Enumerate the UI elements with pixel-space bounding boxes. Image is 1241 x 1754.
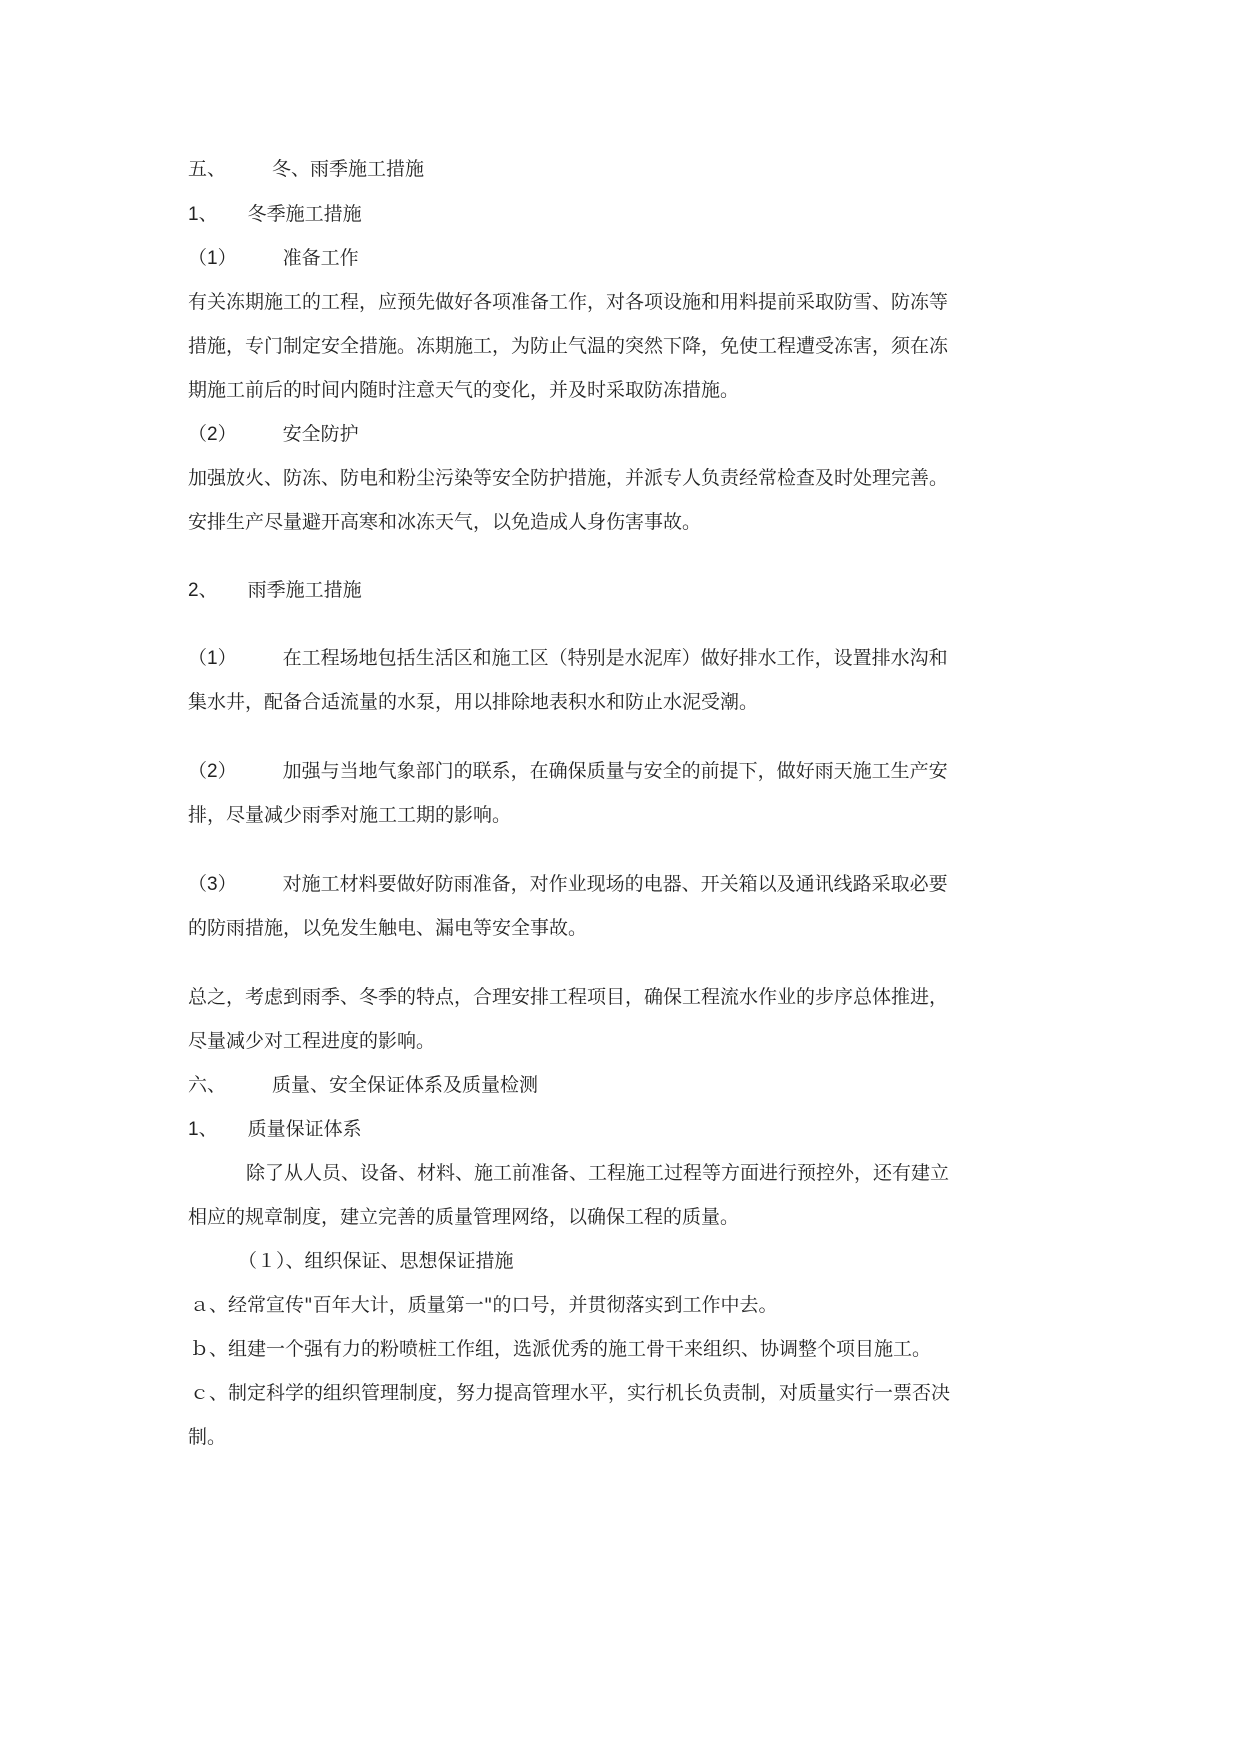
winter-prep-line-1: 有关冻期施工的工程，应预先做好各项准备工作，对各项设施和用料提前采取防雪、防冻等 — [188, 291, 949, 313]
winter-safety-number: （2） — [188, 424, 237, 445]
rain-heading — [188, 576, 362, 604]
winter-prep-number: （1） — [188, 248, 237, 269]
winter-safety-heading — [188, 420, 359, 448]
section-5-title: 冬、雨季施工措施 — [272, 158, 425, 180]
rain-item-2-line-2: 排，尽量减少雨季对施工工期的影响。 — [188, 804, 512, 826]
rain-item-2-text: 加强与当地气象部门的联系，在确保质量与安全的前提下，做好雨天施工生产安 — [282, 760, 948, 782]
winter-number: 1、 — [188, 204, 218, 225]
rain-item-2-number: （2） — [188, 761, 237, 782]
rain-item-3-line-1 — [188, 870, 948, 898]
section-6-heading — [188, 1071, 538, 1099]
quality-intro-line-2: 相应的规章制度，建立完善的质量管理网络，以确保工程的质量。 — [188, 1206, 740, 1228]
quality-system-title: 质量保证体系 — [247, 1118, 362, 1140]
section-5-heading — [188, 155, 424, 183]
rain-number: 2、 — [188, 580, 218, 601]
winter-safety-line-2: 安排生产尽量避开高寒和冰冻天气，以免造成人身伤害事故。 — [188, 511, 702, 533]
rain-item-1-line-1 — [188, 644, 948, 672]
winter-prep-line-2: 措施，专门制定安全措施。冻期施工，为防止气温的突然下降，免使工程遭受冻害，须在冻 — [188, 335, 949, 357]
summary-line-2: 尽量减少对工程进度的影响。 — [188, 1030, 436, 1052]
winter-prep-heading — [188, 244, 359, 272]
rain-item-3-number: （3） — [188, 874, 237, 895]
org-point-c: ｃ、制定科学的组织管理制度，努力提高管理水平，实行机长负责制，对质量实行一票否决 — [190, 1382, 951, 1404]
rain-item-2-line-1 — [188, 757, 948, 785]
winter-prep-title: 准备工作 — [282, 247, 359, 269]
section-6-number: 六、 — [188, 1074, 227, 1096]
winter-prep-line-3: 期施工前后的时间内随时注意天气的变化，并及时采取防冻措施。 — [188, 379, 740, 401]
winter-title: 冬季施工措施 — [247, 203, 362, 225]
org-point-a: ａ、经常宣传"百年大计，质量第一"的口号，并贯彻落实到工作中去。 — [190, 1294, 778, 1316]
quality-system-heading — [188, 1115, 362, 1143]
org-point-b: ｂ、组建一个强有力的粉喷桩工作组，选派优秀的施工骨干来组织、协调整个项目施工。 — [190, 1338, 932, 1360]
winter-heading — [188, 200, 362, 228]
section-5-number: 五、 — [188, 158, 227, 180]
rain-item-3-text: 对施工材料要做好防雨准备，对作业现场的电器、开关箱以及通讯线路采取必要 — [282, 873, 948, 895]
winter-safety-line-1: 加强放火、防冻、防电和粉尘污染等安全防护措施，并派专人负责经常检查及时处理完善。 — [188, 467, 949, 489]
quality-system-number: 1、 — [188, 1119, 218, 1140]
section-6-title: 质量、安全保证体系及质量检测 — [272, 1074, 539, 1096]
quality-intro-line-1: 除了从人员、设备、材料、施工前准备、工程施工过程等方面进行预控外，还有建立 — [246, 1162, 950, 1184]
rain-item-3-line-2: 的防雨措施，以免发生触电、漏电等安全事故。 — [188, 917, 588, 939]
rain-title: 雨季施工措施 — [247, 579, 362, 601]
summary-line-1: 总之，考虑到雨季、冬季的特点，合理安排工程项目，确保工程流水作业的步序总体推进， — [188, 986, 949, 1008]
org-point-c-tail: 制。 — [188, 1426, 227, 1448]
org-guarantee-heading: （１）、组织保证、思想保证措施 — [238, 1250, 514, 1272]
rain-item-1-line-2: 集水井，配备合适流量的水泵，用以排除地表积水和防止水泥受潮。 — [188, 691, 759, 713]
winter-safety-title: 安全防护 — [282, 423, 359, 445]
rain-item-1-text: 在工程场地包括生活区和施工区（特别是水泥库）做好排水工作，设置排水沟和 — [282, 647, 948, 669]
rain-item-1-number: （1） — [188, 648, 237, 669]
